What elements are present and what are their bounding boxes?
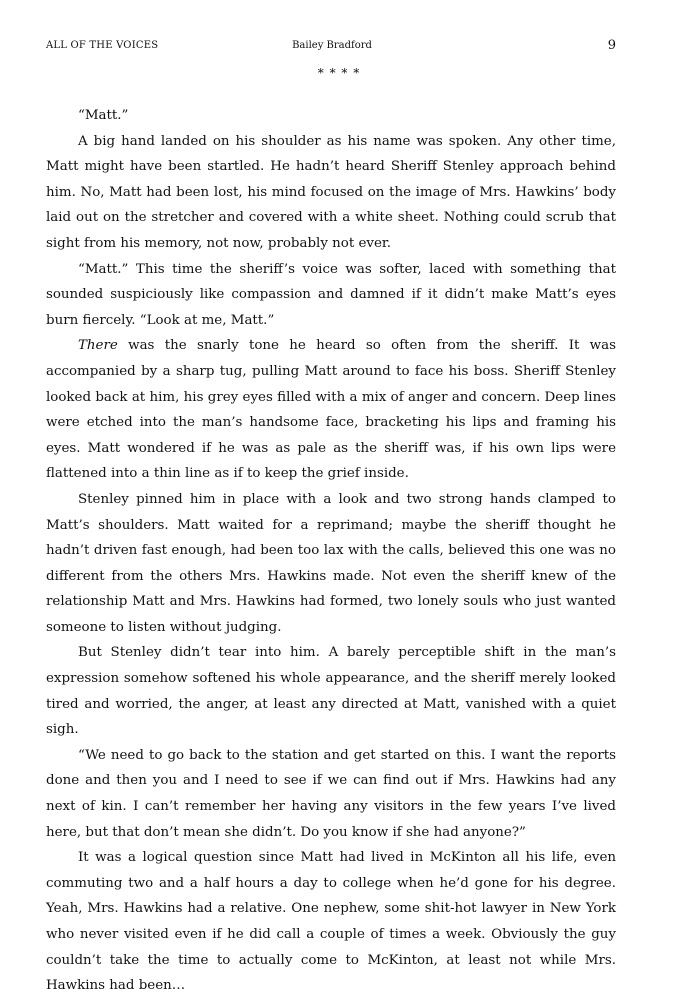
running-title: ALL OF THE VOICES	[46, 40, 159, 51]
paragraph: “Matt.” This time the sheriff’s voice was softer, laced with something that sounded suspiciously like compassion and damned if it didn’t make Matt’s eyes burn fiercely. “Look at me, Matt.”	[46, 261, 616, 328]
paragraph: A big hand landed on his shoulder as his name was spoken. Any other time, Matt might have been startled. He hadn’t heard Sheriff Stenley approach behind him. No, Matt had been lost, his mind focused on the image of Mrs. Hawkins’ body laid out on the stretcher and covered with a white sheet. Nothing could scrub that sight from his memory, not now, probably not ever.	[46, 133, 616, 251]
emphasis: There	[78, 338, 118, 354]
running-author: Bailey Bradford	[292, 40, 372, 51]
paragraph: “We need to go back to the station and get started on this. I want the reports done and then you and I need to see if we can find out if Mrs. Hawkins had any next of kin. I can’t remember her having any visitors in the few years I’ve lived here, but that don’t mean she didn’t. Do you know if she had anyone?”	[46, 747, 616, 840]
paragraph: Stenley pinned him in place with a look and two strong hands clamped to Matt’s shoulders. Matt waited for a reprimand; maybe the sheriff thought he hadn’t driven fast enough, had been too lax with the calls, believed this one was no different from the others Mrs. Hawkins made. Not even the sheriff knew of the relationship Matt and Mrs. Hawkins had formed, two lonely souls who just wanted someone to listen without judging.	[46, 491, 616, 635]
paragraph: But Stenley didn’t tear into him. A barely perceptible shift in the man’s expression somehow softened his whole appearance, and the sheriff merely looked tired and worried, the anger, at least any directed at Matt, vanished with a quiet sigh.	[46, 645, 616, 738]
page-header	[46, 38, 618, 56]
paragraph: “Matt.”	[78, 108, 129, 123]
body-text	[46, 103, 616, 999]
scene-break: * * * *	[317, 66, 361, 80]
paragraph: It was a logical question since Matt had lived in McKinton all his life, even commuting two and a half hours a day to college when he’d gone for his degree. Yeah, Mrs. Hawkins had a relative. One nephew, some shit-hot lawyer in New York who never visited even if he did call a couple of times a week. Obviously the guy couldn’t take the time to actually come to McKinton, at least not while Mrs. Hawkins had been…	[46, 850, 616, 994]
page-number: 9	[607, 38, 616, 53]
paragraph: There was the snarly tone he heard so often from the sheriff. It was accompanied by a sharp tug, pulling Matt around to face his boss. Sheriff Stenley looked back at him, his grey eyes filled with a mix of anger and concern. Deep lines were etched into the man’s handsome face, bracketing his lips and framing his eyes. Matt wondered if he was as pale as the sheriff was, if his own lips were flattened into a thin line as if to keep the grief inside.	[46, 338, 616, 482]
